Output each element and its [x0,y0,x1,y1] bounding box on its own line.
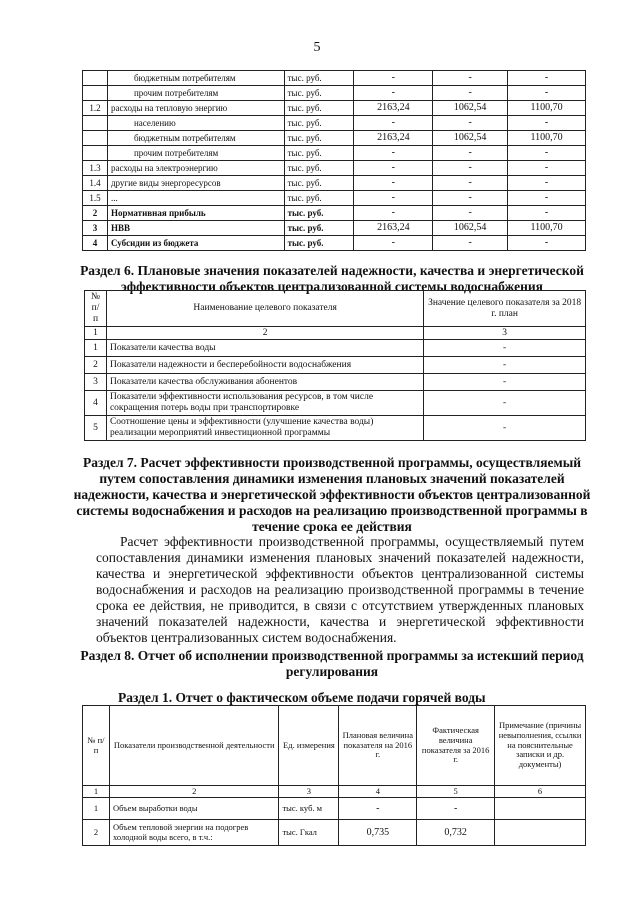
report-row-number: 2 [83,820,110,846]
table-row [83,221,586,236]
table-row [83,86,586,101]
row-value-2: - [433,116,508,131]
report-col-index: 2 [109,786,279,798]
row-name: другие виды энергоресурсов [107,176,284,191]
row-name: прочим потребителям [107,146,284,161]
table-row [83,146,586,161]
row-number [83,86,108,101]
table-row [85,391,586,416]
row-value-1: 2163,24 [354,131,433,146]
row-value-1: - [354,161,433,176]
row-number: 4 [83,236,108,251]
row-unit: тыс. руб. [284,221,354,236]
section8-heading: Раздел 8. Отчет об исполнении производственной программы за истекший период регулирования [80,648,584,679]
report-row-unit: тыс. куб. м [279,798,339,820]
row-unit: тыс. руб. [284,206,354,221]
row-name: расходы на тепловую энергию [107,101,284,116]
row-name: ... [107,191,284,206]
row-value-3: - [508,191,586,206]
report-col-fact: Фактическая величина показателя за 2016 г. [417,706,495,786]
indicator-name: Показатели эффективности использования ресурсов, в том числе сокращения потерь воды при транспортировке [106,391,423,416]
row-value-2: - [433,191,508,206]
table-row [85,374,586,391]
indicator-name: Показатели надежности и бесперебойности водоснабжения [106,357,423,374]
row-value-2: - [433,86,508,101]
row-value-2: 1062,54 [433,101,508,116]
report-col-note: Примечание (причины невыполнения, ссылки на пояснительные записки и др. документы) [495,706,586,786]
row-value-3: - [508,86,586,101]
table-row [83,820,586,846]
row-name: расходы на электроэнергию [107,161,284,176]
row-name: Субсидии из бюджета [107,236,284,251]
table-row [85,340,586,357]
table-row [83,161,586,176]
row-number: 2 [83,206,108,221]
indicator-value: - [424,357,586,374]
indicator-number: 1 [85,340,107,357]
section7-paragraph: Расчет эффективности производственной программы, осуществляемый путем сопоставления динамики изменения плановых значений показателей надежности, качества и энергетической эффективности объектов централизованной системы водоснабжения и расходов на реализацию производственной программы в течение срока ее действия, не приводится, в связи с отсутствием утвержденных плановых значений показателей надежности, качества и энергетической эффективности объектов централизованных систем водоснабжения. [96,534,584,645]
row-name: прочим потребителям [107,86,284,101]
report-row-fact: 0,732 [417,820,495,846]
row-value-1: - [354,191,433,206]
report-row-note [495,820,586,846]
row-number: 3 [83,221,108,236]
row-number: 1.3 [83,161,108,176]
row-value-1: - [354,176,433,191]
target-indicators-table [84,290,586,441]
hot-water-report-table [82,705,586,846]
row-value-2: 1062,54 [433,221,508,236]
row-value-3: - [508,176,586,191]
report-col-index: 5 [417,786,495,798]
page-number: 5 [313,40,321,55]
row-value-1: - [354,206,433,221]
row-name: НВВ [107,221,284,236]
report-col-plan: Плановая величина показателя на 2016 г. [339,706,417,786]
row-unit: тыс. руб. [284,86,354,101]
expenses-table-body [83,71,586,251]
row-value-1: 2163,24 [354,101,433,116]
row-number: 1.4 [83,176,108,191]
section8-subheading: Раздел 1. Отчет о фактическом объеме подачи горячей воды [118,690,486,705]
row-number [83,116,108,131]
row-value-3: - [508,71,586,86]
row-value-3: - [508,146,586,161]
table-row [83,101,586,116]
section6-heading-line1: Раздел 6. Плановые значения показателей надежности, качества и энергетической [80,263,584,278]
row-value-3: 1100,70 [508,101,586,116]
row-value-3: - [508,116,586,131]
report-row-plan: 0,735 [339,820,417,846]
report-col-index: 4 [339,786,417,798]
expenses-table [82,70,586,251]
report-row-name: Объем тепловой энергии на подогрев холодной воды всего, в т.ч.: [109,820,279,846]
indicator-value: - [424,391,586,416]
col-index: 2 [106,327,423,340]
col-value-header: Значение целевого показателя за 2018 г. план [424,291,586,327]
indicator-name: Показатели качества воды [106,340,423,357]
report-col-index: 3 [279,786,339,798]
row-value-1: - [354,116,433,131]
row-value-1: - [354,236,433,251]
report-col-name: Показатели производственной деятельности [109,706,279,786]
report-row-unit: тыс. Гкал [279,820,339,846]
indicator-number: 3 [85,374,107,391]
row-value-2: - [433,71,508,86]
row-number [83,71,108,86]
table-row [83,206,586,221]
row-unit: тыс. руб. [284,116,354,131]
row-number [83,146,108,161]
row-number [83,131,108,146]
indicator-number: 4 [85,391,107,416]
row-unit: тыс. руб. [284,161,354,176]
col-name-header: Наименование целевого показателя [106,291,423,327]
section7-heading: Раздел 7. Расчет эффективности производственной программы, осуществляемый путем сопоставления динамики изменения плановых значений показателей надежности, качества и энергетической эффективности объектов централизованной системы водоснабжения и расходов на реализацию производственной программы в течение срока ее действия [73,455,591,534]
row-unit: тыс. руб. [284,146,354,161]
row-value-1: - [354,146,433,161]
row-unit: тыс. руб. [284,236,354,251]
row-unit: тыс. руб. [284,176,354,191]
table-row [83,191,586,206]
report-col-index: 1 [83,786,110,798]
row-value-3: 1100,70 [508,221,586,236]
row-unit: тыс. руб. [284,191,354,206]
report-row-note [495,798,586,820]
table-row [83,236,586,251]
row-value-2: - [433,236,508,251]
row-value-3: - [508,206,586,221]
row-name: населению [107,116,284,131]
row-value-3: - [508,161,586,176]
table-row [85,416,586,441]
indicator-number: 2 [85,357,107,374]
report-row-number: 1 [83,798,110,820]
col-num-header: № п/ п [85,291,107,327]
row-name: бюджетным потребителям [107,71,284,86]
report-col-num: № п/п [83,706,110,786]
section6-heading-line2: эффективности объектов централизованной системы водоснабжения [121,279,543,294]
row-number: 1.5 [83,191,108,206]
table-row [83,116,586,131]
row-value-1: 2163,24 [354,221,433,236]
row-name: Нормативная прибыль [107,206,284,221]
row-unit: тыс. руб. [284,131,354,146]
report-row-fact: - [417,798,495,820]
row-number: 1.2 [83,101,108,116]
row-value-2: - [433,206,508,221]
report-row-plan: - [339,798,417,820]
indicator-value: - [424,416,586,441]
row-unit: тыс. руб. [284,71,354,86]
indicator-name: Показатели качества обслуживания абонентов [106,374,423,391]
report-col-unit: Ед. измерения [279,706,339,786]
table-row [83,798,586,820]
indicator-name: Соотношение цены и эффективности (улучшение качества воды) реализации мероприятий инвестиционной программы [106,416,423,441]
row-value-3: 1100,70 [508,131,586,146]
hot-water-report-body [83,798,586,846]
indicator-value: - [424,340,586,357]
table-row [83,71,586,86]
report-row-name: Объем выработки воды [109,798,279,820]
row-value-2: - [433,161,508,176]
indicator-value: - [424,374,586,391]
row-unit: тыс. руб. [284,101,354,116]
row-value-1: - [354,86,433,101]
table-row [83,131,586,146]
table-row [85,357,586,374]
target-indicators-body [85,340,586,441]
row-value-2: - [433,146,508,161]
row-name: бюджетным потребителям [107,131,284,146]
row-value-2: - [433,176,508,191]
row-value-2: 1062,54 [433,131,508,146]
row-value-3: - [508,236,586,251]
col-index: 3 [424,327,586,340]
indicator-number: 5 [85,416,107,441]
report-col-index: 6 [495,786,586,798]
col-index: 1 [85,327,107,340]
table-row [83,176,586,191]
row-value-1: - [354,71,433,86]
